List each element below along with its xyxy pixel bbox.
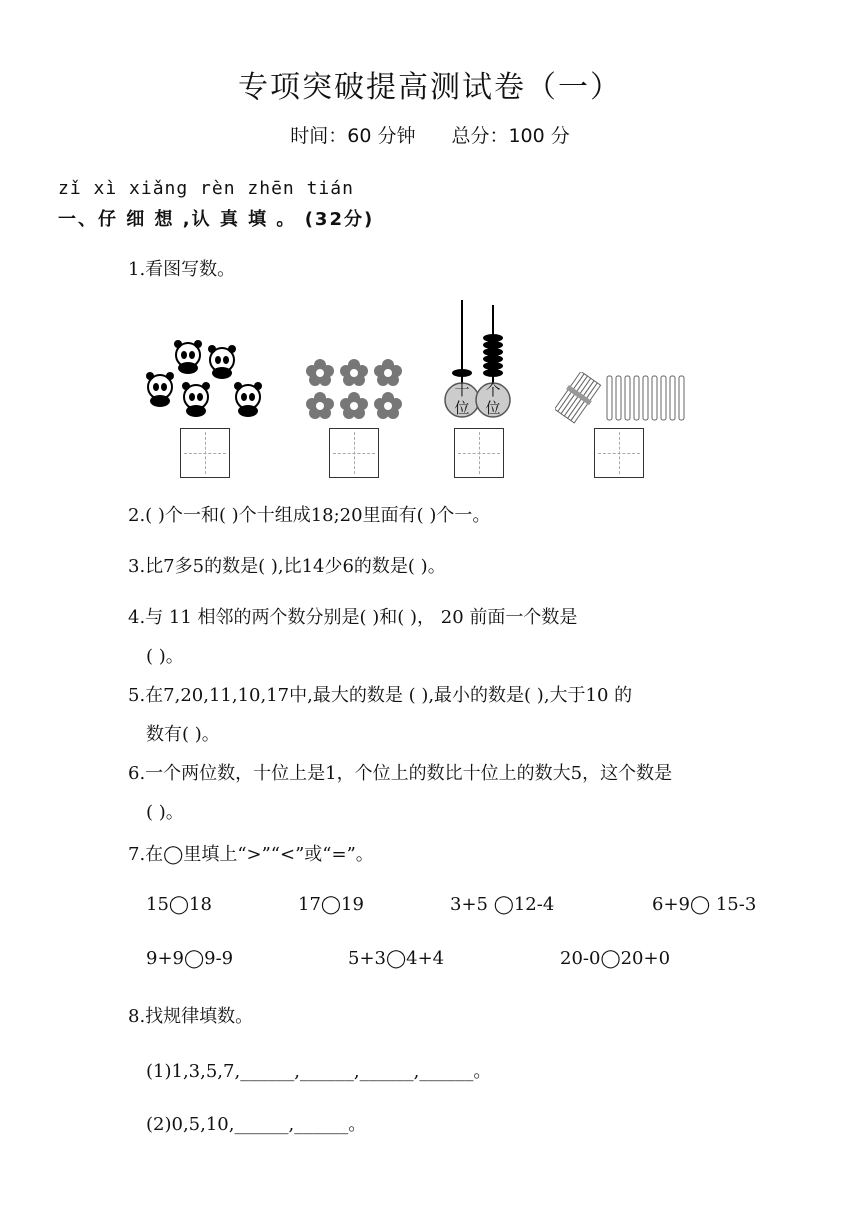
total-score: 总分：100 分 <box>451 125 570 147</box>
sticks-image <box>555 372 690 424</box>
abacus-tens-label: 十位 <box>454 381 470 417</box>
question-4-line-1: 4.与 11 相邻的两个数分别是( )和( )， 20 前面一个数是 <box>128 607 578 628</box>
panda-icon <box>174 340 202 374</box>
question-5-line-2: 数有( )。 <box>146 724 220 745</box>
flower-group-image <box>302 355 406 423</box>
answer-box-sticks[interactable] <box>594 428 644 478</box>
flower-icon <box>340 392 368 419</box>
question-8-part-1[interactable]: (1)1,3,5,7,______,______,______,______。 <box>146 1061 492 1082</box>
stick-bundle-icon <box>555 372 602 424</box>
question-4-line-2: ( )。 <box>146 646 184 667</box>
flower-icon <box>340 359 368 386</box>
question-6-line-2: ( )。 <box>146 802 184 823</box>
section-pinyin: zǐ xì xiǎng rèn zhēn tián <box>58 178 354 199</box>
answer-box-flowers[interactable] <box>329 428 379 478</box>
single-sticks <box>607 376 684 420</box>
tens-beads <box>452 369 472 377</box>
flower-icon <box>374 392 402 419</box>
flower-icon <box>306 359 334 386</box>
abacus-ones-label: 个位 <box>485 381 501 417</box>
answer-box-pandas[interactable] <box>180 428 230 478</box>
question-8-part-2[interactable]: (2)0,5,10,______,______。 <box>146 1114 367 1135</box>
time-limit: 时间：60 分钟 <box>290 125 416 147</box>
ones-beads <box>483 334 503 377</box>
comparison-item[interactable]: 15◯18 <box>146 894 212 915</box>
panda-icon <box>182 382 210 417</box>
flower-icon <box>374 359 402 386</box>
panda-icon <box>208 345 236 379</box>
comparison-item[interactable]: 5+3◯4+4 <box>348 948 445 969</box>
panda-group-image <box>140 335 270 420</box>
question-2: 2.( )个一和( )个十组成18;20里面有( )个一。 <box>128 505 491 526</box>
question-8: 8.找规律填数。 <box>128 1006 254 1027</box>
comparison-item[interactable]: 20-0◯20+0 <box>560 948 671 969</box>
page-title: 专项突破提高测试卷（一） <box>238 70 622 105</box>
question-7: 7.在◯里填上“>”“<”或“=”。 <box>128 844 374 865</box>
answer-box-abacus[interactable] <box>454 428 504 478</box>
question-1: 1.看图写数。 <box>128 259 236 280</box>
question-6-line-1: 6.一个两位数，十位上是1，个位上的数比十位上的数大5，这个数是 <box>128 763 673 784</box>
flower-icon <box>306 392 334 419</box>
comparison-item[interactable]: 3+5 ◯12-4 <box>450 894 555 915</box>
panda-icon <box>146 372 174 407</box>
panda-icon <box>234 382 262 417</box>
question-5-line-1: 5.在7,20,11,10,17中,最大的数是 ( ),最小的数是( ),大于10 的 <box>128 685 633 706</box>
comparison-item[interactable]: 9+9◯9-9 <box>146 948 234 969</box>
question-3: 3.比7多5的数是( ),比14少6的数是( )。 <box>128 556 446 577</box>
comparison-item[interactable]: 17◯19 <box>298 894 364 915</box>
section-heading: 一、仔 细 想 ,认 真 填 。 (32分) <box>58 209 375 230</box>
comparison-item[interactable]: 6+9◯ 15-3 <box>652 894 757 915</box>
exam-meta <box>0 121 860 148</box>
